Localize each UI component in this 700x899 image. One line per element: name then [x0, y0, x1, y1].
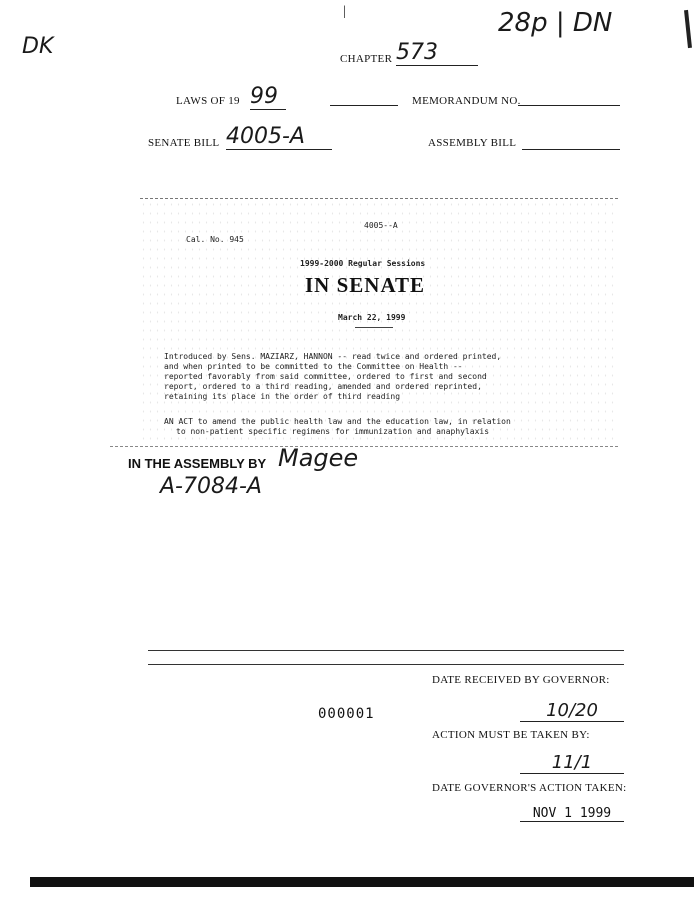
- stamp-bottom-edge: [110, 446, 618, 447]
- corner-initials: DK: [22, 34, 54, 59]
- assembly-bill-blank: [522, 149, 620, 150]
- act-line: AN ACT to amend the public health law and the education law, in relation: [164, 417, 511, 426]
- memo-label: MEMORANDUM NO.: [412, 95, 521, 107]
- date-received-label: DATE RECEIVED BY GOVERNOR:: [432, 674, 610, 686]
- action-by-label: ACTION MUST BE TAKEN BY:: [432, 729, 590, 741]
- bill-date: March 22, 1999: [338, 313, 406, 322]
- assembly-stamp: IN THE ASSEMBLY BY: [128, 456, 267, 471]
- top-mark: |: [343, 4, 346, 19]
- act-block: [164, 417, 608, 437]
- intro-line: retaining its place in the order of third reading: [164, 392, 401, 401]
- assembly-bill-number: A-7084-A: [160, 474, 262, 499]
- intro-line: report, ordered to a third reading, amended and ordered reprinted,: [164, 382, 482, 391]
- laws-label: LAWS OF 19: [176, 95, 240, 107]
- assembly-bill-label: ASSEMBLY BILL: [428, 137, 517, 149]
- senate-bill-label: SENATE BILL: [148, 137, 220, 149]
- action-by-value: 11/1: [520, 752, 624, 774]
- action-taken-value: NOV 1 1999: [520, 806, 624, 822]
- senate-bill-value: 4005-A: [226, 124, 332, 150]
- session: 1999-2000 Regular Sessions: [300, 259, 426, 268]
- edge-mark: [684, 10, 692, 48]
- action-taken-label: DATE GOVERNOR'S ACTION TAKEN:: [432, 782, 627, 794]
- rule-line: [148, 664, 624, 665]
- act-line: to non-patient specific regimens for immunization and anaphylaxis: [176, 427, 490, 436]
- calendar-number: Cal. No. 945: [186, 235, 244, 244]
- corner-page-note: 28p | DN: [498, 8, 613, 38]
- date-received-value: 10/20: [520, 700, 624, 722]
- chapter-value: 573: [396, 40, 478, 66]
- scan-edge-bar: [30, 877, 694, 887]
- intro-line: reported favorably from said committee, ordered to first and second: [164, 372, 487, 381]
- laws-blank: [330, 105, 398, 106]
- assembly-sponsor-signature: Magee: [278, 444, 359, 472]
- intro-line: Introduced by Sens. MAZIARZ, HANNON -- read twice and ordered printed,: [164, 352, 502, 361]
- page-id: 000001: [318, 706, 375, 722]
- introduction-block: [164, 352, 604, 402]
- bill-number: 4005--A: [364, 221, 398, 230]
- chapter-label: CHAPTER: [340, 53, 393, 65]
- laws-year: 99: [250, 84, 286, 110]
- rule-line: [148, 650, 624, 651]
- house-heading: IN SENATE: [305, 273, 426, 297]
- date-underline: [355, 327, 393, 328]
- memo-blank: [518, 105, 620, 106]
- intro-line: and when printed to be committed to the Committee on Health --: [164, 362, 463, 371]
